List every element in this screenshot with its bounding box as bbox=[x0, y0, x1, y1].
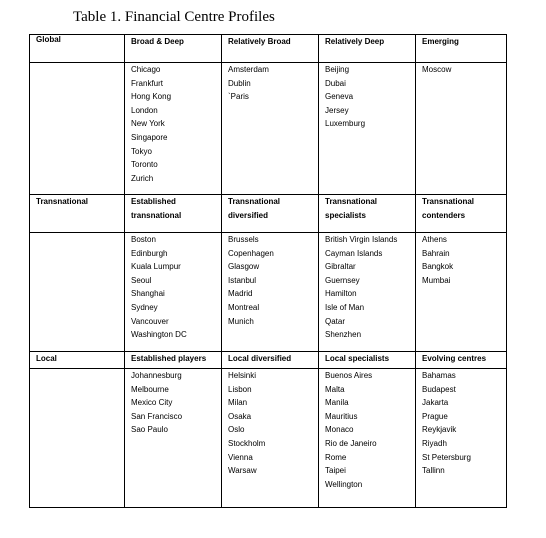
city-name: San Francisco bbox=[131, 411, 183, 421]
city-name: Munich bbox=[228, 316, 254, 326]
city-name: Sydney bbox=[131, 302, 158, 312]
financial-centre-profiles-table bbox=[29, 34, 507, 508]
transnational-header-row bbox=[30, 195, 507, 233]
subheader-local-specialists: Local specialists bbox=[319, 352, 416, 369]
city-name: Kuala Lumpur bbox=[131, 262, 181, 272]
city-name: Riyadh bbox=[422, 438, 447, 448]
city-name: Shanghai bbox=[131, 289, 165, 299]
city-name: Malta bbox=[325, 384, 345, 394]
city-name: Glasgow bbox=[228, 262, 260, 272]
city-name: Brussels bbox=[228, 235, 259, 244]
city-name: Bangkok bbox=[422, 262, 454, 272]
city-name: Jersey bbox=[325, 105, 349, 115]
city-name: Zurich bbox=[131, 173, 154, 183]
city-name: London bbox=[131, 105, 158, 115]
subheader-transnational-diversified: Transnational diversified bbox=[222, 195, 319, 233]
row-label-global bbox=[30, 35, 125, 195]
local-row bbox=[30, 369, 507, 508]
city-list bbox=[325, 369, 415, 491]
city-name: Melbourne bbox=[131, 384, 169, 394]
city-name: Frankfurt bbox=[131, 78, 164, 88]
city-name: Hong Kong bbox=[131, 92, 172, 102]
city-name: Vienna bbox=[228, 452, 253, 462]
city-name: Jakarta bbox=[422, 398, 449, 408]
row-label-global-text: Global bbox=[36, 35, 61, 44]
city-name: Dubai bbox=[325, 78, 346, 88]
city-name: Singapore bbox=[131, 132, 168, 142]
city-name: Amsterdam bbox=[228, 65, 269, 74]
city-name: Hamilton bbox=[325, 289, 357, 299]
city-name: Warsaw bbox=[228, 466, 257, 476]
city-name: Buenos Aires bbox=[325, 371, 373, 380]
city-name: Vancouver bbox=[131, 316, 169, 326]
transnational-row bbox=[30, 233, 507, 352]
subheader-evolving-centres: Evolving centres bbox=[416, 352, 507, 369]
local-established-cell bbox=[125, 369, 222, 508]
city-name: Sao Paulo bbox=[131, 425, 168, 435]
city-name: Tallinn bbox=[422, 466, 445, 476]
city-name: St Petersburg bbox=[422, 452, 471, 462]
column-header-emerging: Emerging bbox=[416, 35, 507, 63]
city-name: Lisbon bbox=[228, 384, 252, 394]
local-evolving-cell bbox=[416, 369, 507, 508]
city-list bbox=[422, 369, 506, 478]
city-name: Budapest bbox=[422, 384, 456, 394]
city-name: Toronto bbox=[131, 160, 158, 170]
city-list bbox=[325, 233, 415, 342]
subheader-transnational-contenders: Transnational contenders bbox=[416, 195, 507, 233]
city-list bbox=[228, 63, 318, 104]
city-name: Prague bbox=[422, 411, 448, 421]
city-name: Beijing bbox=[325, 65, 350, 74]
city-name: Oslo bbox=[228, 425, 245, 435]
transnational-diversified-cell bbox=[222, 233, 319, 352]
city-name: `Paris bbox=[228, 92, 249, 102]
city-name: Shenzhen bbox=[325, 330, 362, 340]
column-header-relatively-broad: Relatively Broad bbox=[222, 35, 319, 63]
city-name: Qatar bbox=[325, 316, 346, 326]
city-name: Chicago bbox=[131, 65, 161, 74]
column-header-row bbox=[30, 35, 507, 63]
city-name: Boston bbox=[131, 235, 156, 244]
city-name: Edinburgh bbox=[131, 248, 168, 258]
local-header-row bbox=[30, 352, 507, 369]
city-list bbox=[325, 63, 415, 131]
city-name: Taipei bbox=[325, 466, 346, 476]
city-name: Wellington bbox=[325, 479, 363, 489]
city-name: Guernsey bbox=[325, 275, 360, 285]
city-name: Mumbai bbox=[422, 275, 451, 285]
city-name: Madrid bbox=[228, 289, 253, 299]
city-list bbox=[131, 63, 221, 185]
city-name: Johannesburg bbox=[131, 371, 182, 380]
city-name: Bahrain bbox=[422, 248, 450, 258]
row-label-local: Local bbox=[30, 352, 125, 369]
city-name: Luxemburg bbox=[325, 119, 366, 129]
city-name: Copenhagen bbox=[228, 248, 274, 258]
local-stub-cell bbox=[30, 369, 125, 508]
city-name: Milan bbox=[228, 398, 248, 408]
column-header-broad-deep: Broad & Deep bbox=[125, 35, 222, 63]
global-broad-deep-cell bbox=[125, 63, 222, 195]
transnational-established-cell bbox=[125, 233, 222, 352]
global-emerging-cell bbox=[416, 63, 507, 195]
subheader-established-transnational: Established transnational bbox=[125, 195, 222, 233]
city-list bbox=[131, 369, 221, 437]
city-name: Washington DC bbox=[131, 330, 187, 340]
city-name: New York bbox=[131, 119, 165, 129]
subheader-local-diversified: Local diversified bbox=[222, 352, 319, 369]
city-list bbox=[228, 233, 318, 328]
local-specialists-cell bbox=[319, 369, 416, 508]
city-list bbox=[131, 233, 221, 342]
city-name: Rome bbox=[325, 452, 347, 462]
city-name: Rio de Janeiro bbox=[325, 438, 377, 448]
table-caption: Table 1. Financial Centre Profiles bbox=[73, 9, 275, 25]
city-name: Manila bbox=[325, 398, 349, 408]
city-name: Cayman Islands bbox=[325, 248, 383, 258]
global-relatively-deep-cell bbox=[319, 63, 416, 195]
city-name: Tokyo bbox=[131, 146, 152, 156]
city-list bbox=[422, 233, 506, 287]
local-diversified-cell bbox=[222, 369, 319, 508]
city-name: Reykjavik bbox=[422, 425, 457, 435]
city-name: Gibraltar bbox=[325, 262, 356, 272]
column-header-relatively-deep: Relatively Deep bbox=[319, 35, 416, 63]
city-name: Dublin bbox=[228, 78, 251, 88]
global-relatively-broad-cell bbox=[222, 63, 319, 195]
city-name: Mauritius bbox=[325, 411, 358, 421]
city-name: Helsinki bbox=[228, 371, 257, 380]
transnational-stub-cell bbox=[30, 233, 125, 352]
city-name: Mexico City bbox=[131, 398, 173, 408]
city-name: Moscow bbox=[422, 65, 452, 74]
city-name: Bahamas bbox=[422, 371, 456, 380]
global-row bbox=[30, 63, 507, 195]
subheader-transnational-specialists: Transnational specialists bbox=[319, 195, 416, 233]
city-name: Osaka bbox=[228, 411, 252, 421]
city-name: Stockholm bbox=[228, 438, 266, 448]
city-name: Istanbul bbox=[228, 275, 257, 285]
city-name: British Virgin Islands bbox=[325, 235, 398, 244]
subheader-established-players: Established players bbox=[125, 352, 222, 369]
city-list bbox=[422, 63, 506, 77]
row-label-transnational: Transnational bbox=[30, 195, 125, 233]
city-name: Isle of Man bbox=[325, 302, 365, 312]
city-name: Monaco bbox=[325, 425, 354, 435]
city-name: Geneva bbox=[325, 92, 354, 102]
city-name: Montreal bbox=[228, 302, 260, 312]
transnational-contenders-cell bbox=[416, 233, 507, 352]
city-name: Athens bbox=[422, 235, 447, 244]
city-name: Seoul bbox=[131, 275, 152, 285]
transnational-specialists-cell bbox=[319, 233, 416, 352]
city-list bbox=[228, 369, 318, 478]
